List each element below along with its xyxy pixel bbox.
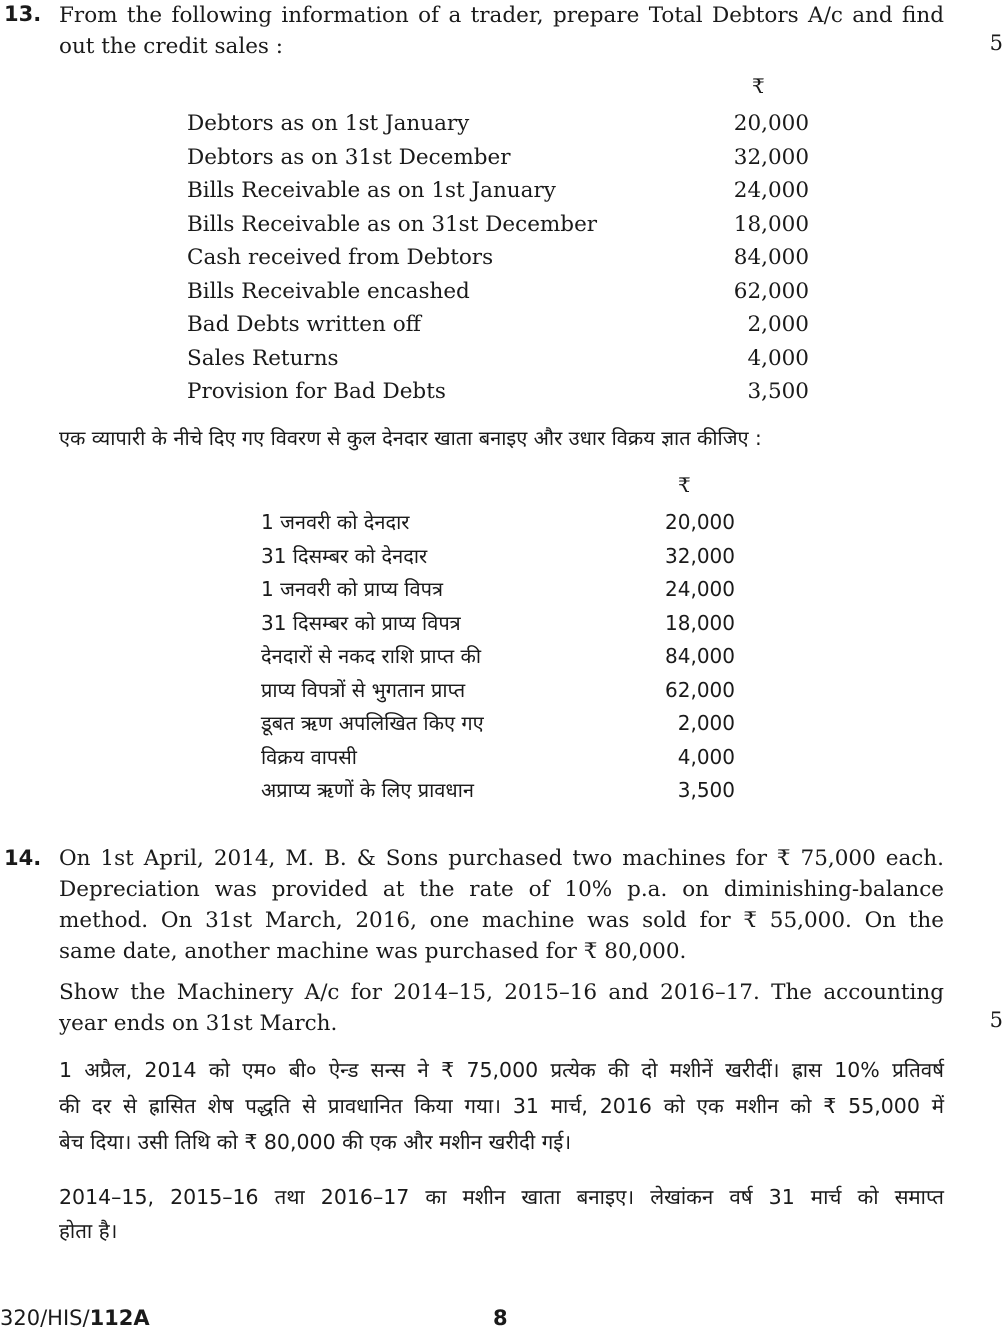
- q13-en-item-value: 18,000: [733, 211, 809, 237]
- q13-en-item-label: Bad Debts written off: [187, 312, 421, 337]
- question-13-number: 13.: [4, 2, 42, 26]
- q13-en-item-value: 3,500: [747, 379, 809, 404]
- q13-hi-item-row: [261, 607, 735, 640]
- q13-hindi-intro: एक व्यापारी के नीचे दिए गए विवरण से कुल देनदार खाता बनाइए और उधार विक्रय ज्ञात कीजिए :: [59, 426, 762, 450]
- q13-hi-item-value: 84,000: [665, 644, 735, 668]
- q14-hi-para1-line1: 1 अप्रैल, 2014 को एम० बी० ऐन्ड सन्स ने ₹ 75,000 प्रत्येक की दो मशीनें खरीदीं। ह्रास 10% प्रतिवर्ष: [59, 1058, 944, 1082]
- question-14-number: 14.: [4, 846, 42, 870]
- q13-en-item-value: 2,000: [747, 312, 809, 337]
- q14-hi-para1-line3: बेच दिया। उसी तिथि को ₹ 80,000 की एक और मशीन खरीदी गई।: [59, 1130, 572, 1154]
- q13-en-item-label: Debtors as on 31st December: [187, 144, 511, 170]
- q13-en-item-value: 84,000: [733, 245, 809, 270]
- q13-hi-item-row: [261, 506, 735, 539]
- q13-hi-item-label: डूबत ऋण अपलिखित किए गए: [261, 711, 484, 735]
- q14-en-para1-line3: method. On 31st March, 2016, one machine was sold for ₹ 55,000. On the: [59, 908, 944, 933]
- q13-hi-item-row: [261, 741, 735, 774]
- q13-marks: 5: [989, 31, 1003, 55]
- paper-code-bold: 112A: [89, 1306, 150, 1330]
- q13-hi-item-value: 3,500: [677, 778, 735, 802]
- q13-en-item-label: Debtors as on 1st January: [187, 111, 470, 136]
- q13-hi-item-row: [261, 640, 735, 673]
- q13-hi-item-label: 31 दिसम्बर को देनदार: [261, 543, 428, 568]
- q13-en-item-label: Bills Receivable as on 1st January: [187, 178, 556, 203]
- paper-code-prefix: 320/HIS/: [0, 1306, 90, 1330]
- q14-hi-para1-line2: की दर से ह्रासित शेष पद्धति से प्रावधानित किया गया। 31 मार्च, 2016 को एक मशीन को ₹ 55,000 में: [59, 1094, 944, 1118]
- q13-hi-item-row: [261, 573, 735, 606]
- q13-en-item-value: 4,000: [747, 345, 809, 371]
- q13-en-item-value: 24,000: [733, 178, 809, 203]
- q13-hi-item-value: 32,000: [665, 543, 735, 568]
- q13-english-line1: From the following information of a trader, prepare Total Debtors A/c and find: [59, 3, 944, 28]
- q14-en-para1-line4: same date, another machine was purchased for ₹ 80,000.: [59, 939, 687, 964]
- q13-hi-item-label: 1 जनवरी को प्राप्य विपत्र: [261, 577, 443, 601]
- q14-marks: 5: [989, 1008, 1003, 1032]
- q13-en-item-row: [187, 375, 809, 408]
- q13-en-item-row: [187, 208, 809, 241]
- q13-en-item-row: [187, 107, 809, 140]
- q13-hi-item-label: देनदारों से नकद राशि प्राप्त की: [261, 644, 482, 668]
- q13-en-item-label: Cash received from Debtors: [187, 245, 494, 270]
- q13-en-item-label: Sales Returns: [187, 345, 339, 371]
- q14-en-para1-line2: Depreciation was provided at the rate of 10% p.a. on diminishing-balance: [59, 877, 944, 902]
- q13-en-item-label: Bills Receivable encashed: [187, 278, 470, 304]
- paper-code: [0, 1306, 150, 1330]
- q13-hi-item-value: 4,000: [677, 744, 735, 769]
- q13-en-item-row: [187, 241, 809, 274]
- q13-hi-item-value: 18,000: [665, 610, 735, 635]
- q13-hi-item-row: [261, 774, 735, 807]
- q13-hi-currency-header: ₹: [678, 473, 691, 497]
- q14-en-para1-line1: On 1st April, 2014, M. B. & Sons purchased two machines for ₹ 75,000 each.: [59, 846, 944, 871]
- q14-en-para2-line2: year ends on 31st March.: [59, 1011, 338, 1036]
- q13-en-item-label: Provision for Bad Debts: [187, 379, 446, 404]
- q13-en-item-row: [187, 275, 809, 308]
- q13-en-item-value: 62,000: [733, 278, 809, 304]
- q13-en-item-row: [187, 308, 809, 341]
- q13-hi-item-label: अप्राप्य ऋणों के लिए प्रावधान: [261, 778, 475, 802]
- q14-hi-para2-line2: होता है।: [59, 1219, 118, 1243]
- q13-en-item-label: Bills Receivable as on 31st December: [187, 211, 598, 237]
- q13-english-line2: out the credit sales :: [59, 34, 284, 59]
- page-number: 8: [493, 1306, 508, 1330]
- q14-hi-para2-line1: 2014–15, 2015–16 तथा 2016–17 का मशीन खाता बनाइए। लेखांकन वर्ष 31 मार्च को समाप्त: [59, 1185, 944, 1209]
- q13-en-currency-header: ₹: [752, 74, 765, 98]
- q13-hi-item-row: [261, 674, 735, 707]
- q13-hi-item-label: प्राप्य विपत्रों से भुगतान प्राप्त: [261, 677, 466, 702]
- q13-hi-item-value: 24,000: [665, 577, 735, 601]
- q13-en-item-row: [187, 141, 809, 174]
- q13-hi-item-row: [261, 540, 735, 573]
- q13-hi-item-row: [261, 707, 735, 740]
- q13-hi-item-value: 2,000: [677, 711, 735, 735]
- q14-en-para2-line1: Show the Machinery A/c for 2014–15, 2015–16 and 2016–17. The accounting: [59, 980, 944, 1005]
- q13-en-item-row: [187, 174, 809, 207]
- q13-en-item-value: 32,000: [733, 144, 809, 170]
- q13-hi-item-label: 31 दिसम्बर को प्राप्य विपत्र: [261, 610, 461, 635]
- q13-en-item-row: [187, 342, 809, 375]
- q13-hi-item-value: 20,000: [665, 510, 735, 534]
- q13-hi-item-label: विक्रय वापसी: [261, 744, 357, 769]
- q13-hi-item-label: 1 जनवरी को देनदार: [261, 510, 410, 534]
- q13-en-item-value: 20,000: [733, 111, 809, 136]
- q13-hi-item-value: 62,000: [665, 677, 735, 702]
